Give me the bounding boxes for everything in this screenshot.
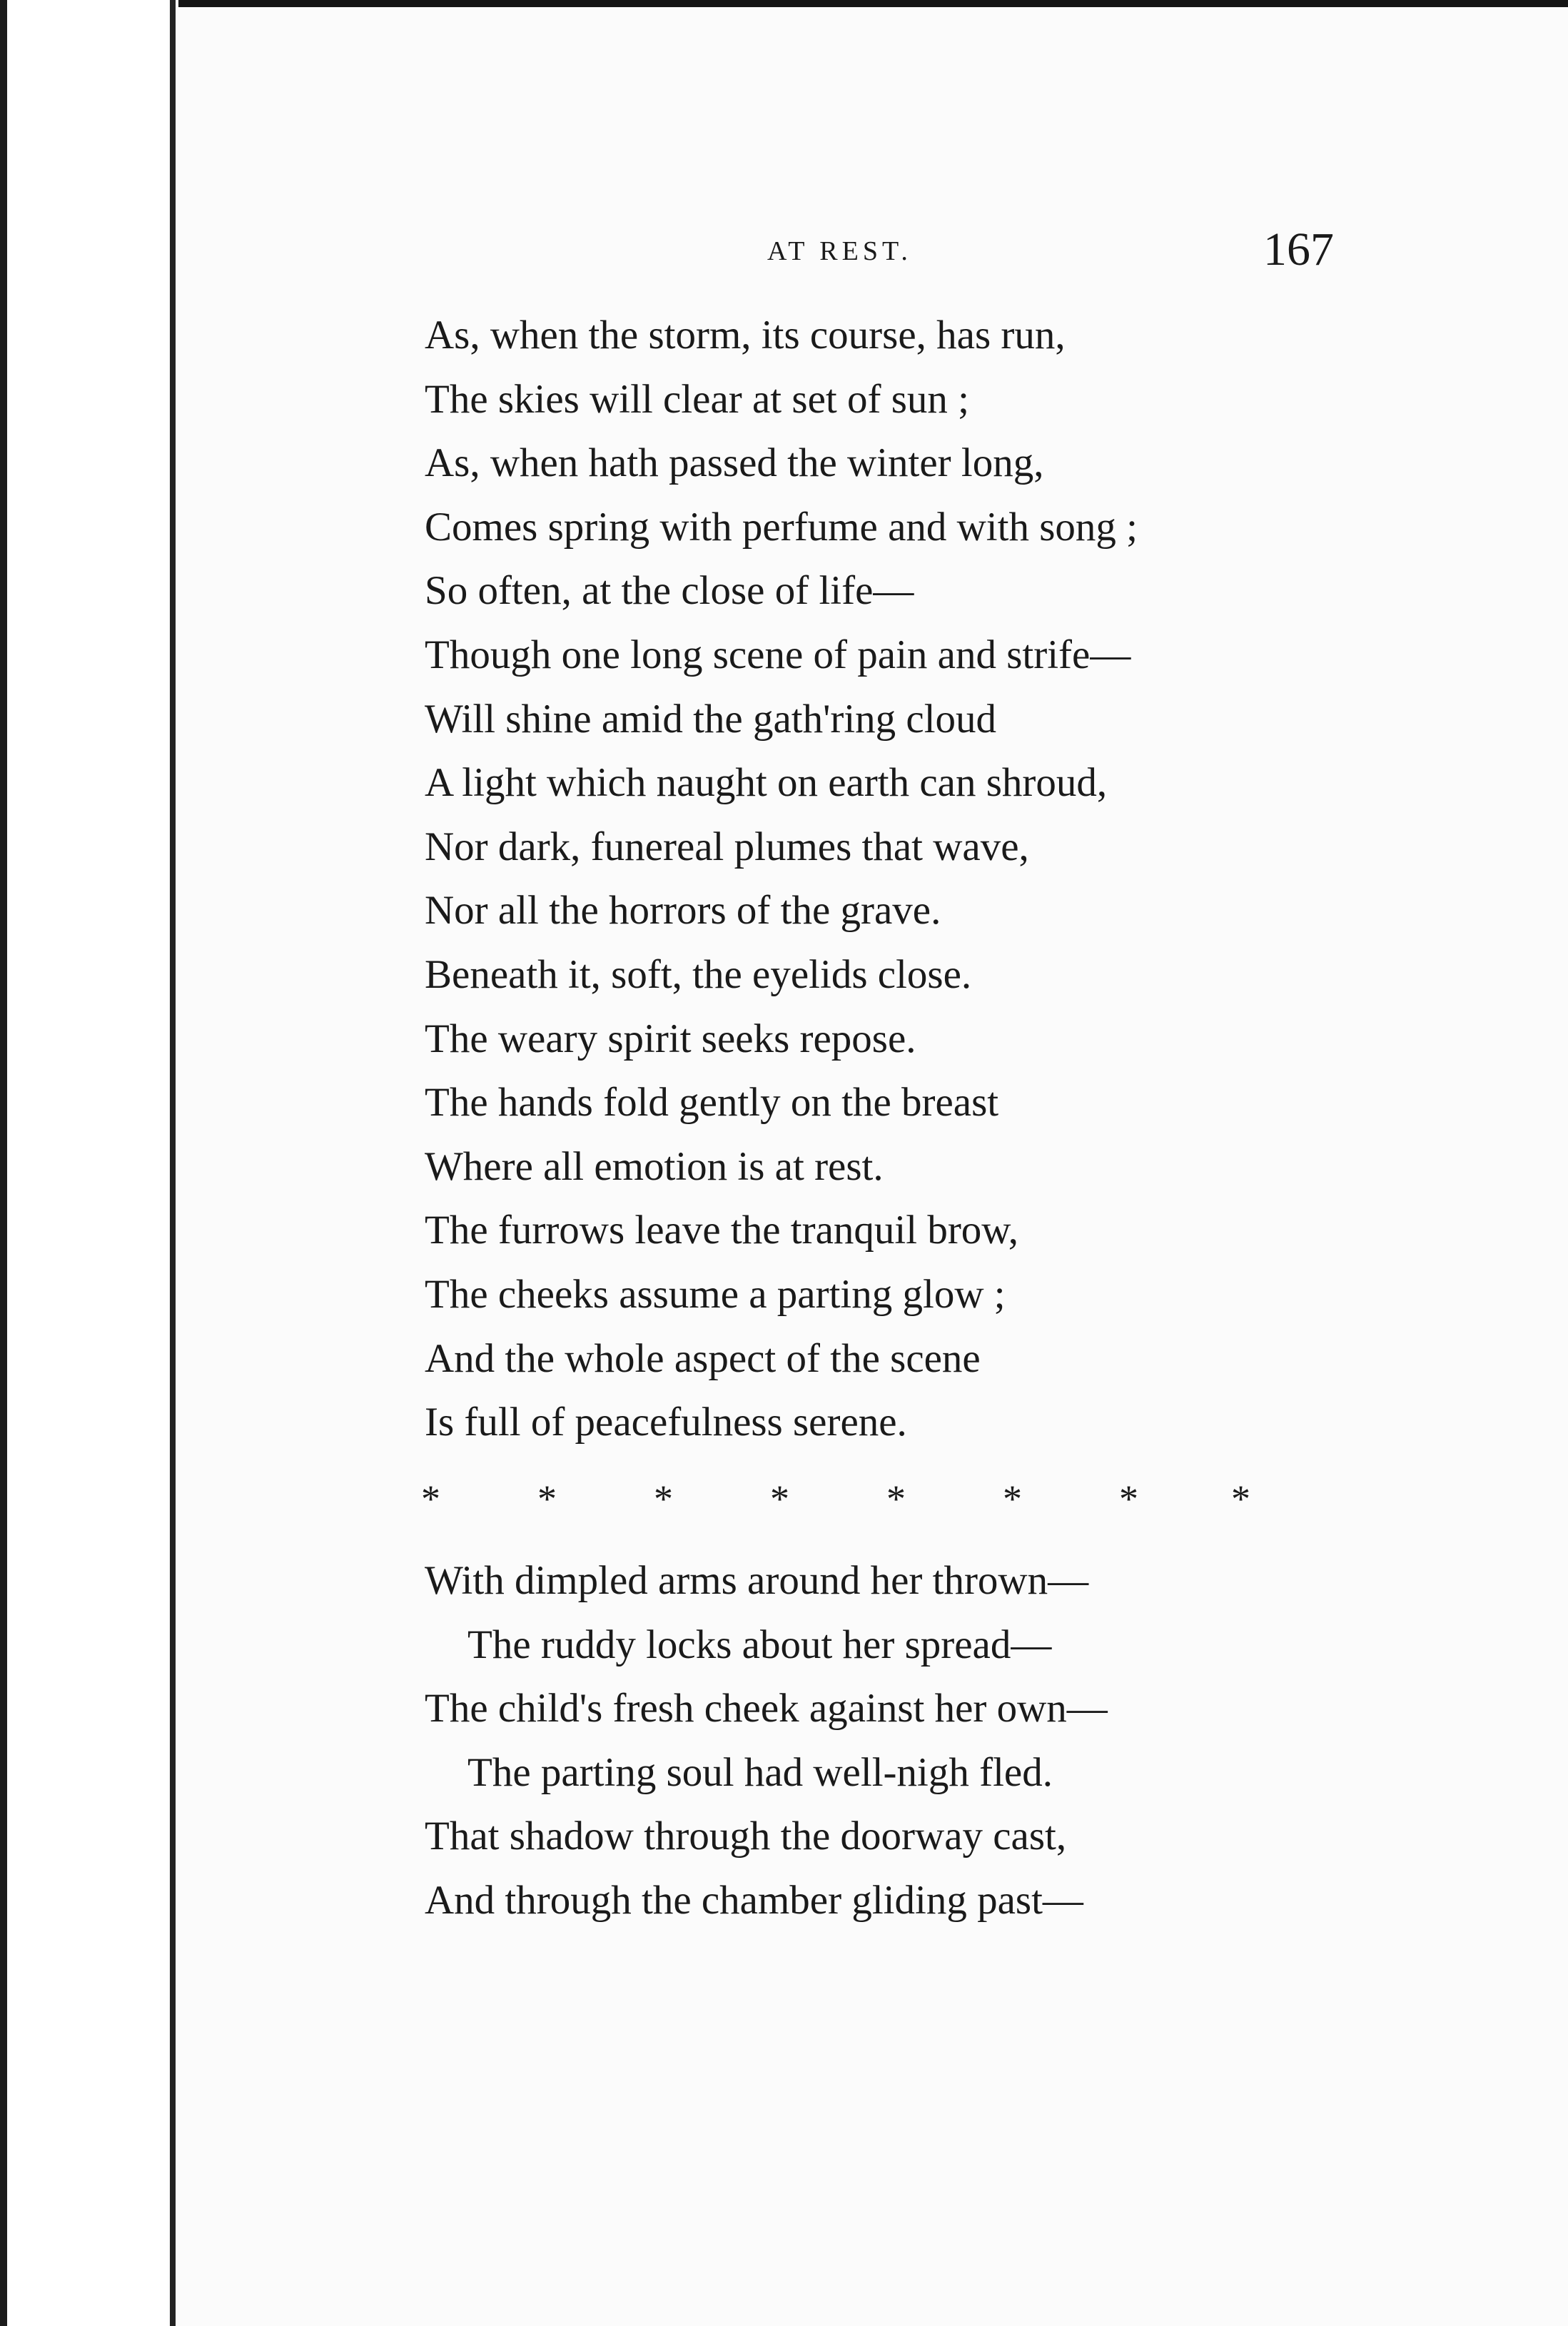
poem-line: The weary spirit seeks repose.	[425, 1016, 916, 1061]
left-gutter	[7, 0, 168, 2326]
poem-line: The hands fold gently on the breast	[425, 1080, 999, 1126]
poem-stanza-2	[425, 1549, 1424, 1933]
poem-line: As, when the storm, its course, has run,	[425, 313, 1066, 358]
poem-line: Will shine amid the gath'ring cloud	[425, 696, 997, 742]
poem-line: Comes spring with perfume and with song ;	[425, 504, 1138, 550]
separator-asterisk: *	[421, 1477, 440, 1520]
separator-asterisk: *	[1119, 1477, 1138, 1520]
scan-left-edge	[0, 0, 7, 2326]
separator-asterisk: *	[1231, 1477, 1250, 1520]
poem-line: As, when hath passed the winter long,	[425, 440, 1044, 486]
page-number: 167	[1263, 223, 1334, 275]
poem-line: Nor all the horrors of the grave.	[425, 888, 941, 934]
poem-line: And the whole aspect of the scene	[425, 1335, 981, 1381]
poem-line: And through the chamber gliding past—	[425, 1877, 1083, 1923]
poem-line: The child's fresh cheek against her own—	[425, 1686, 1108, 1731]
separator-asterisk: *	[886, 1477, 906, 1520]
poem-line: Beneath it, soft, the eyelids close.	[425, 951, 972, 997]
poem-line: The skies will clear at set of sun ;	[425, 376, 969, 422]
poem-line: The cheeks assume a parting glow ;	[425, 1271, 1006, 1317]
separator-asterisk: *	[537, 1477, 557, 1520]
poem-line: The furrows leave the tranquil brow,	[425, 1208, 1019, 1253]
poem-line: The parting soul had well-nigh fled.	[467, 1749, 1053, 1795]
poem-line: That shadow through the doorway cast,	[425, 1814, 1067, 1859]
poem-line: With dimpled arms around her thrown—	[425, 1558, 1089, 1603]
section-separator	[421, 1477, 1256, 1520]
separator-asterisk: *	[770, 1477, 789, 1520]
book-spine-line	[170, 0, 176, 2326]
separator-asterisk: *	[654, 1477, 673, 1520]
poem-stanza-1	[425, 303, 1424, 1455]
poem-line: So often, at the close of life—	[425, 568, 914, 614]
separator-asterisk: *	[1003, 1477, 1022, 1520]
poem-line: Where all emotion is at rest.	[425, 1143, 884, 1189]
poem-line: A light which naught on earth can shroud,	[425, 760, 1108, 806]
running-header: AT REST.	[767, 236, 912, 266]
poem-line: The ruddy locks about her spread—	[467, 1622, 1052, 1667]
page-top-edge	[178, 0, 1568, 7]
poem-line: Is full of peacefulness serene.	[425, 1400, 907, 1445]
poem-line: Though one long scene of pain and strife—	[425, 632, 1131, 677]
poem-line: Nor dark, funereal plumes that wave,	[425, 824, 1029, 869]
